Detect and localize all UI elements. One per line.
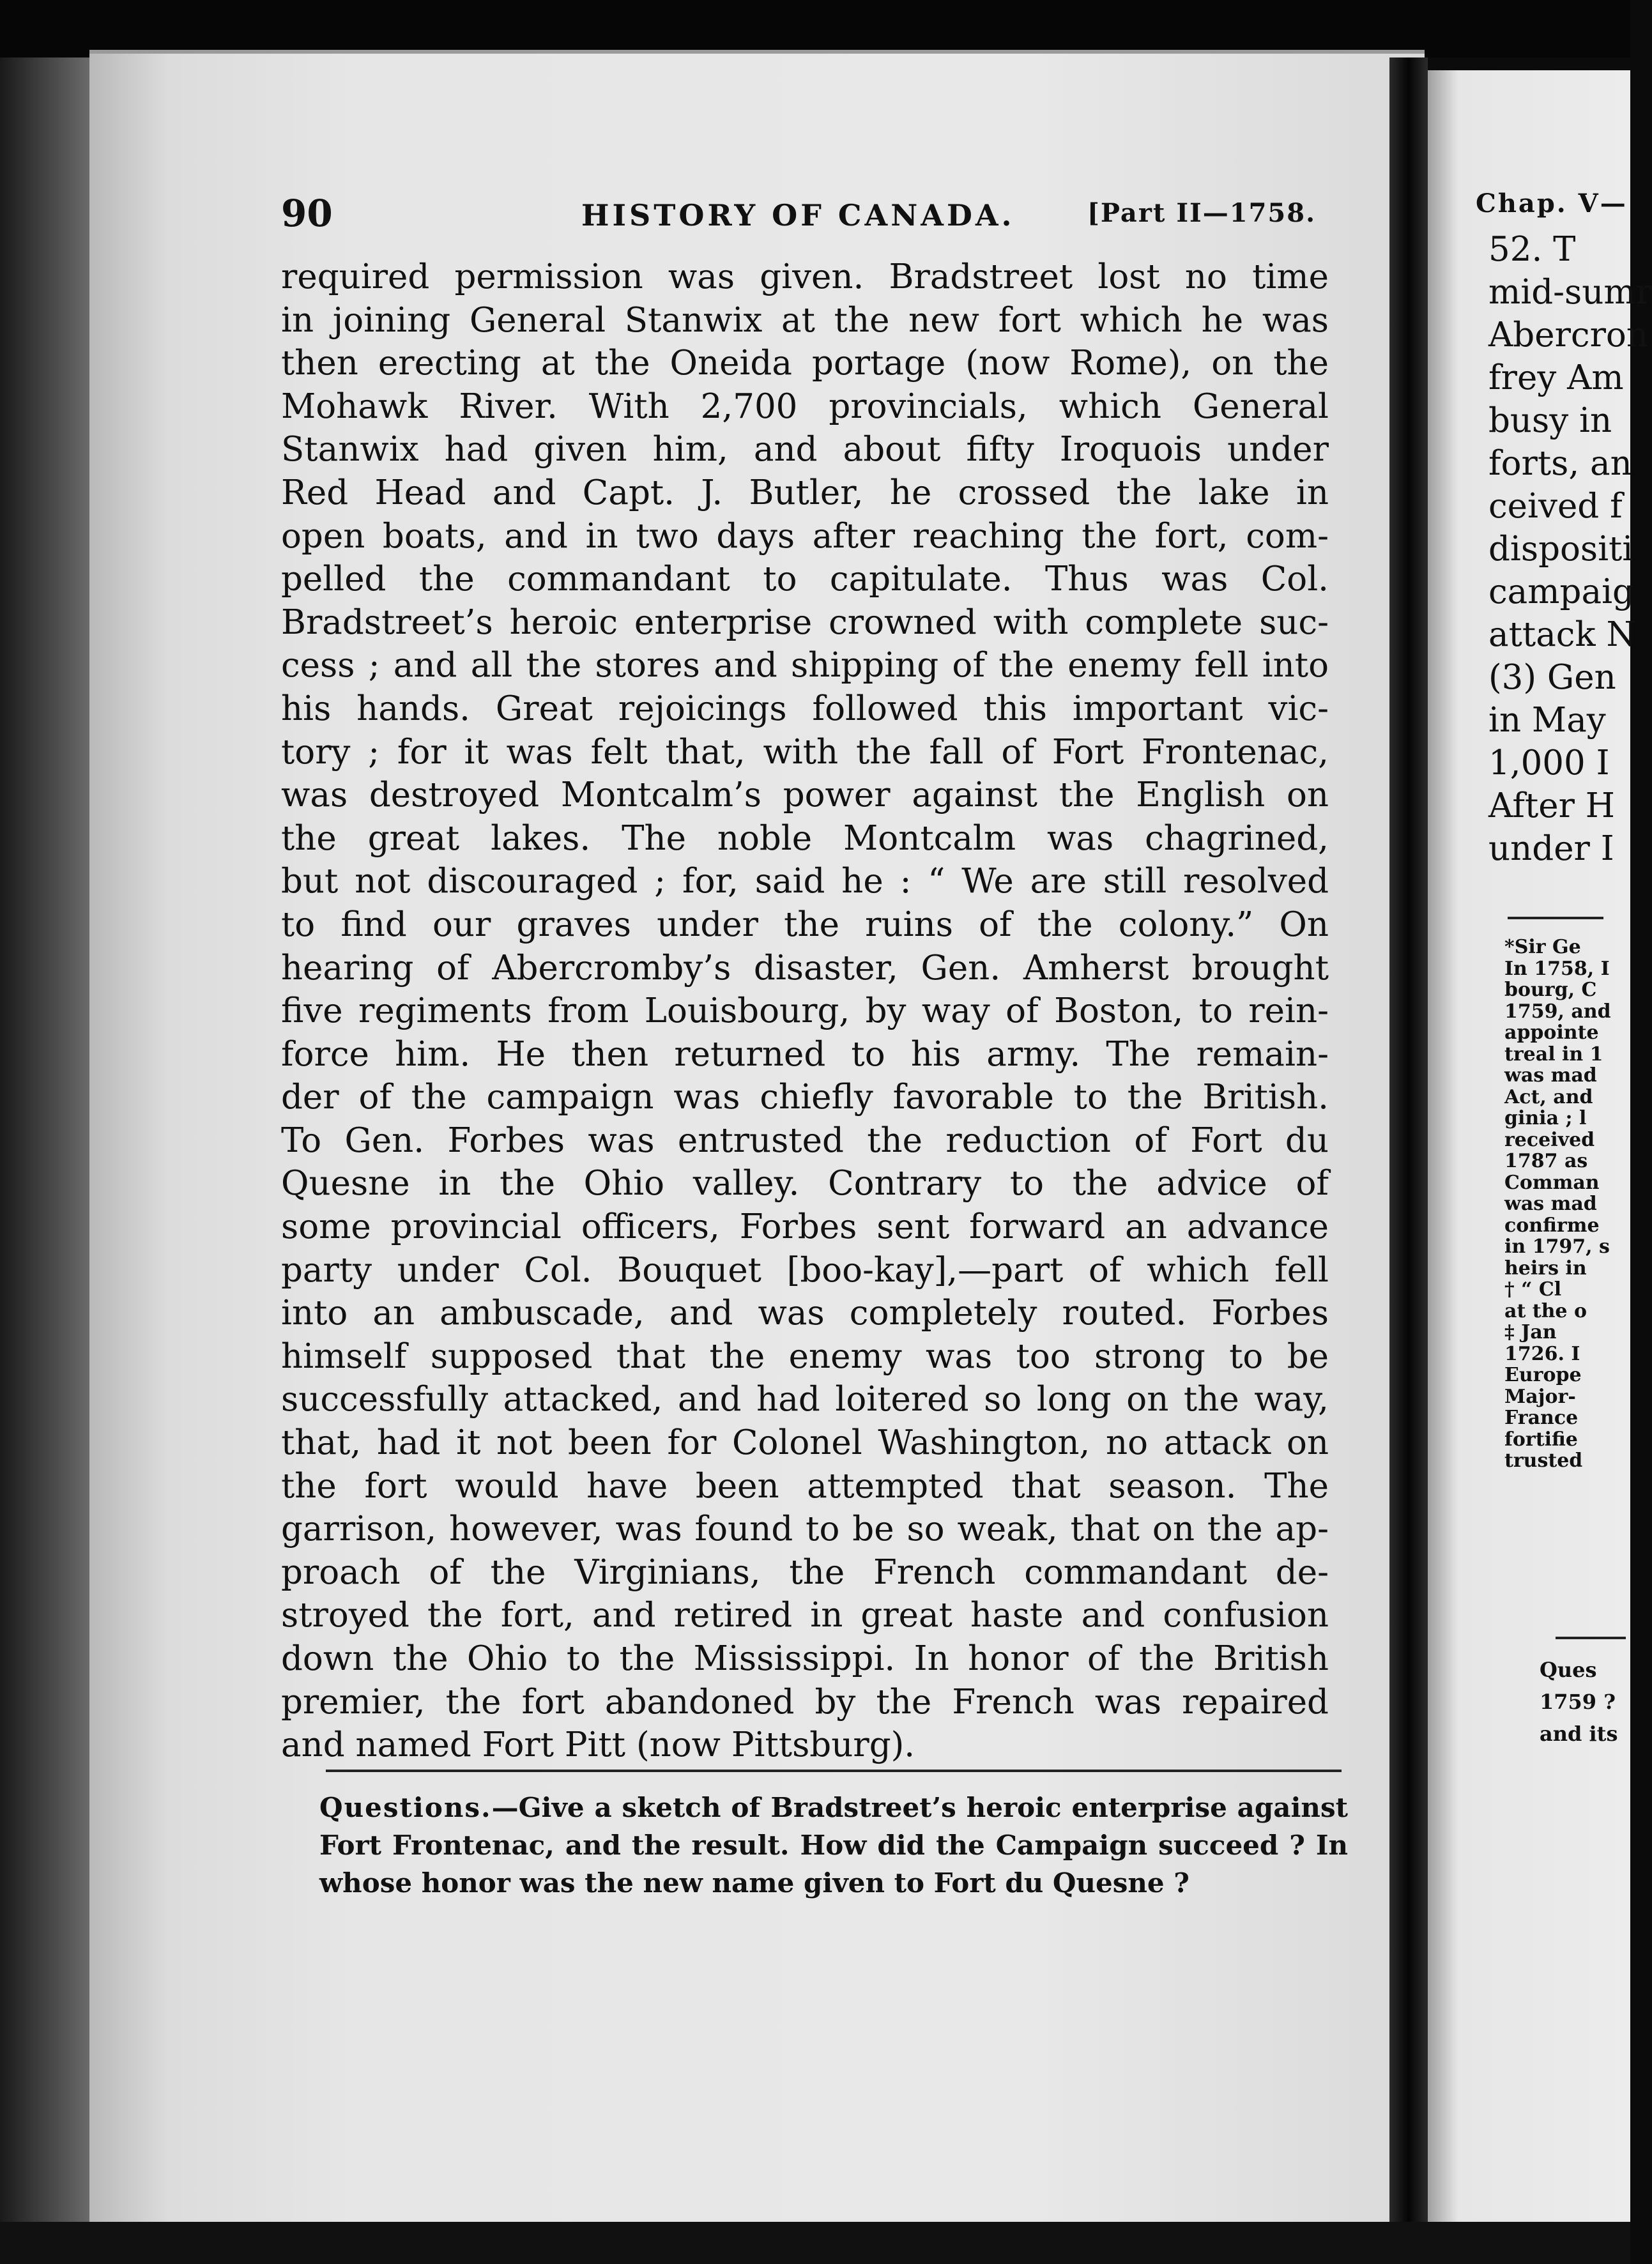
- right-body-line: Abercron: [1488, 316, 1648, 355]
- right-page-fragment: [1444, 0, 1652, 2264]
- page-number: 90: [281, 192, 333, 235]
- right-body-line: 52. T: [1488, 230, 1576, 269]
- questions-line-3: whose honor was the new name given to Fort du Quesne ?: [319, 1867, 1189, 1899]
- questions-block: [319, 1789, 1348, 1902]
- body-line: party under Col. Bouquet [boo-kay],—part of which fell: [281, 1250, 1329, 1290]
- right-footnote-line: confirme: [1504, 1214, 1600, 1237]
- right-footnote-line: heirs in: [1504, 1257, 1587, 1280]
- body-line: stroyed the fort, and retired in great haste and confusion: [281, 1596, 1329, 1635]
- questions-line-2: Fort Frontenac, and the result. How did the Campaign succeed ? In: [319, 1830, 1348, 1861]
- right-footnote-line: received: [1504, 1128, 1595, 1151]
- right-footnote-line: fortifie: [1504, 1428, 1578, 1451]
- body-line: in joining General Stanwix at the new fort which he was: [281, 300, 1329, 340]
- questions-line-1: Questions.—Give a sketch of Bradstreet’s heroic enterprise against: [319, 1792, 1348, 1823]
- body-line: open boats, and in two days after reaching the fort, com-: [281, 516, 1329, 556]
- body-line: but not discouraged ; for, said he : “ We are still resolved: [281, 862, 1329, 901]
- body-line: then erecting at the Oneida portage (now Rome), on the: [281, 344, 1329, 383]
- body-line: was destroyed Montcalm’s power against the English on: [281, 776, 1329, 815]
- right-footnote-line: Comman: [1504, 1171, 1600, 1194]
- body-line: proach of the Virginians, the French commandant de-: [281, 1552, 1329, 1592]
- body-line: Mohawk River. With 2,700 provincials, which General: [281, 386, 1329, 426]
- right-running-title: Chap. V—: [1476, 188, 1628, 218]
- body-line: Red Head and Capt. J. Butler, he crossed the lake in: [281, 473, 1329, 512]
- right-footnote-line: 1759, and: [1504, 1000, 1611, 1023]
- right-footnote-line: was mad: [1504, 1064, 1597, 1087]
- right-body-line: in May: [1488, 701, 1606, 740]
- body-line: Stanwix had given him, and about fifty Iroquois under: [281, 430, 1329, 470]
- book-gutter: [1389, 57, 1428, 2230]
- bottom-shadow: [0, 2222, 1630, 2264]
- right-question-line: Ques: [1540, 1658, 1597, 1682]
- right-footnote-line: † “ Cl: [1504, 1278, 1562, 1301]
- body-line: der of the campaign was chiefly favorable to the British.: [281, 1078, 1329, 1117]
- right-body-line: frey Am: [1488, 358, 1624, 397]
- right-footnote-line: 1726. I: [1504, 1342, 1580, 1365]
- right-body-line: campaig: [1488, 572, 1634, 611]
- body-line: To Gen. Forbes was entrusted the reduction of Fort du: [281, 1121, 1329, 1160]
- right-question-line: and its: [1540, 1722, 1618, 1746]
- book-binding: [0, 0, 89, 2264]
- body-text: [281, 256, 1329, 1767]
- part-label: [Part II—1758.: [1087, 198, 1316, 228]
- right-footnote-line: trusted: [1504, 1449, 1583, 1472]
- right-body-line: dispositi: [1488, 530, 1633, 569]
- right-questions-divider: [1556, 1637, 1626, 1639]
- right-footnote-line: France: [1504, 1407, 1579, 1429]
- footnote-divider: [326, 1770, 1342, 1772]
- body-line: Bradstreet’s heroic enterprise crowned with complete suc-: [281, 602, 1329, 642]
- right-footnote-line: *Sir Ge: [1504, 936, 1581, 958]
- right-footnote-line: bourg, C: [1504, 979, 1597, 1001]
- right-footnote-line: in 1797, s: [1504, 1235, 1610, 1258]
- body-line: force him. He then returned to his army. The remain-: [281, 1034, 1329, 1074]
- right-question-line: 1759 ?: [1540, 1690, 1616, 1714]
- right-footnote-line: Europe: [1504, 1364, 1582, 1386]
- body-line: himself supposed that the enemy was too strong to be: [281, 1336, 1329, 1376]
- body-line: successfully attacked, and had loitered so long on the way,: [281, 1380, 1329, 1419]
- right-body-line: attack N: [1488, 615, 1636, 654]
- body-line: tory ; for it was felt that, with the fall of Fort Frontenac,: [281, 732, 1329, 772]
- questions-lead: Questions.: [319, 1792, 492, 1823]
- body-line: his hands. Great rejoicings followed this important vic-: [281, 689, 1329, 728]
- body-line: the fort would have been attempted that season. The: [281, 1466, 1329, 1506]
- right-footnote-line: Major-: [1504, 1385, 1576, 1408]
- right-body-line: 1,000 I: [1488, 744, 1610, 783]
- running-title: HISTORY OF CANADA.: [581, 198, 1015, 233]
- right-footnote-line: ‡ Jan: [1504, 1321, 1557, 1343]
- body-line: the great lakes. The noble Montcalm was chagrined,: [281, 818, 1329, 858]
- right-footnote-line: In 1758, I: [1504, 957, 1610, 980]
- body-line: hearing of Abercromby’s disaster, Gen. Amherst brought: [281, 948, 1329, 988]
- body-line: down the Ohio to the Mississippi. In honor of the British: [281, 1639, 1329, 1678]
- right-footnote-line: ginia ; l: [1504, 1107, 1587, 1129]
- right-footnote-line: treal in 1: [1504, 1043, 1603, 1066]
- page-header: [281, 192, 1316, 243]
- right-body-line: under I: [1488, 829, 1614, 868]
- body-line: premier, the fort abandoned by the French was repaired: [281, 1682, 1329, 1722]
- right-body-line: After H: [1488, 786, 1616, 825]
- right-body-line: (3) Gen: [1488, 658, 1616, 697]
- body-line: that, had it not been for Colonel Washington, no attack on: [281, 1423, 1329, 1463]
- top-shadow: [0, 0, 1630, 57]
- right-body-line: ceived f: [1488, 487, 1623, 526]
- body-line: Quesne in the Ohio valley. Contrary to the advice of: [281, 1164, 1329, 1204]
- body-line: to find our graves under the ruins of the colony.” On: [281, 905, 1329, 944]
- body-line: cess ; and all the stores and shipping of the enemy fell into: [281, 646, 1329, 685]
- body-line: some provincial officers, Forbes sent forward an advance: [281, 1207, 1329, 1247]
- right-body-line: forts, an: [1488, 444, 1632, 483]
- right-body-line: mid-sumr: [1488, 273, 1652, 312]
- body-line: and named Fort Pitt (now Pittsburg).: [281, 1725, 915, 1765]
- right-footnote-line: Act, and: [1504, 1085, 1593, 1108]
- right-body-line: busy in: [1488, 401, 1612, 440]
- right-footnote-line: was mad: [1504, 1193, 1597, 1215]
- right-footnote-line: 1787 as: [1504, 1150, 1588, 1172]
- right-footnote-line: at the o: [1504, 1299, 1587, 1322]
- body-line: pelled the commandant to capitulate. Thus was Col.: [281, 560, 1329, 599]
- body-line: into an ambuscade, and was completely routed. Forbes: [281, 1294, 1329, 1333]
- body-line: garrison, however, was found to be so weak, that on the ap-: [281, 1510, 1329, 1549]
- body-line: required permission was given. Bradstreet lost no time: [281, 257, 1329, 296]
- right-footnote-line: appointe: [1504, 1021, 1599, 1044]
- body-line: five regiments from Louisbourg, by way of Boston, to rein-: [281, 991, 1329, 1031]
- right-footnote-divider: [1508, 917, 1603, 919]
